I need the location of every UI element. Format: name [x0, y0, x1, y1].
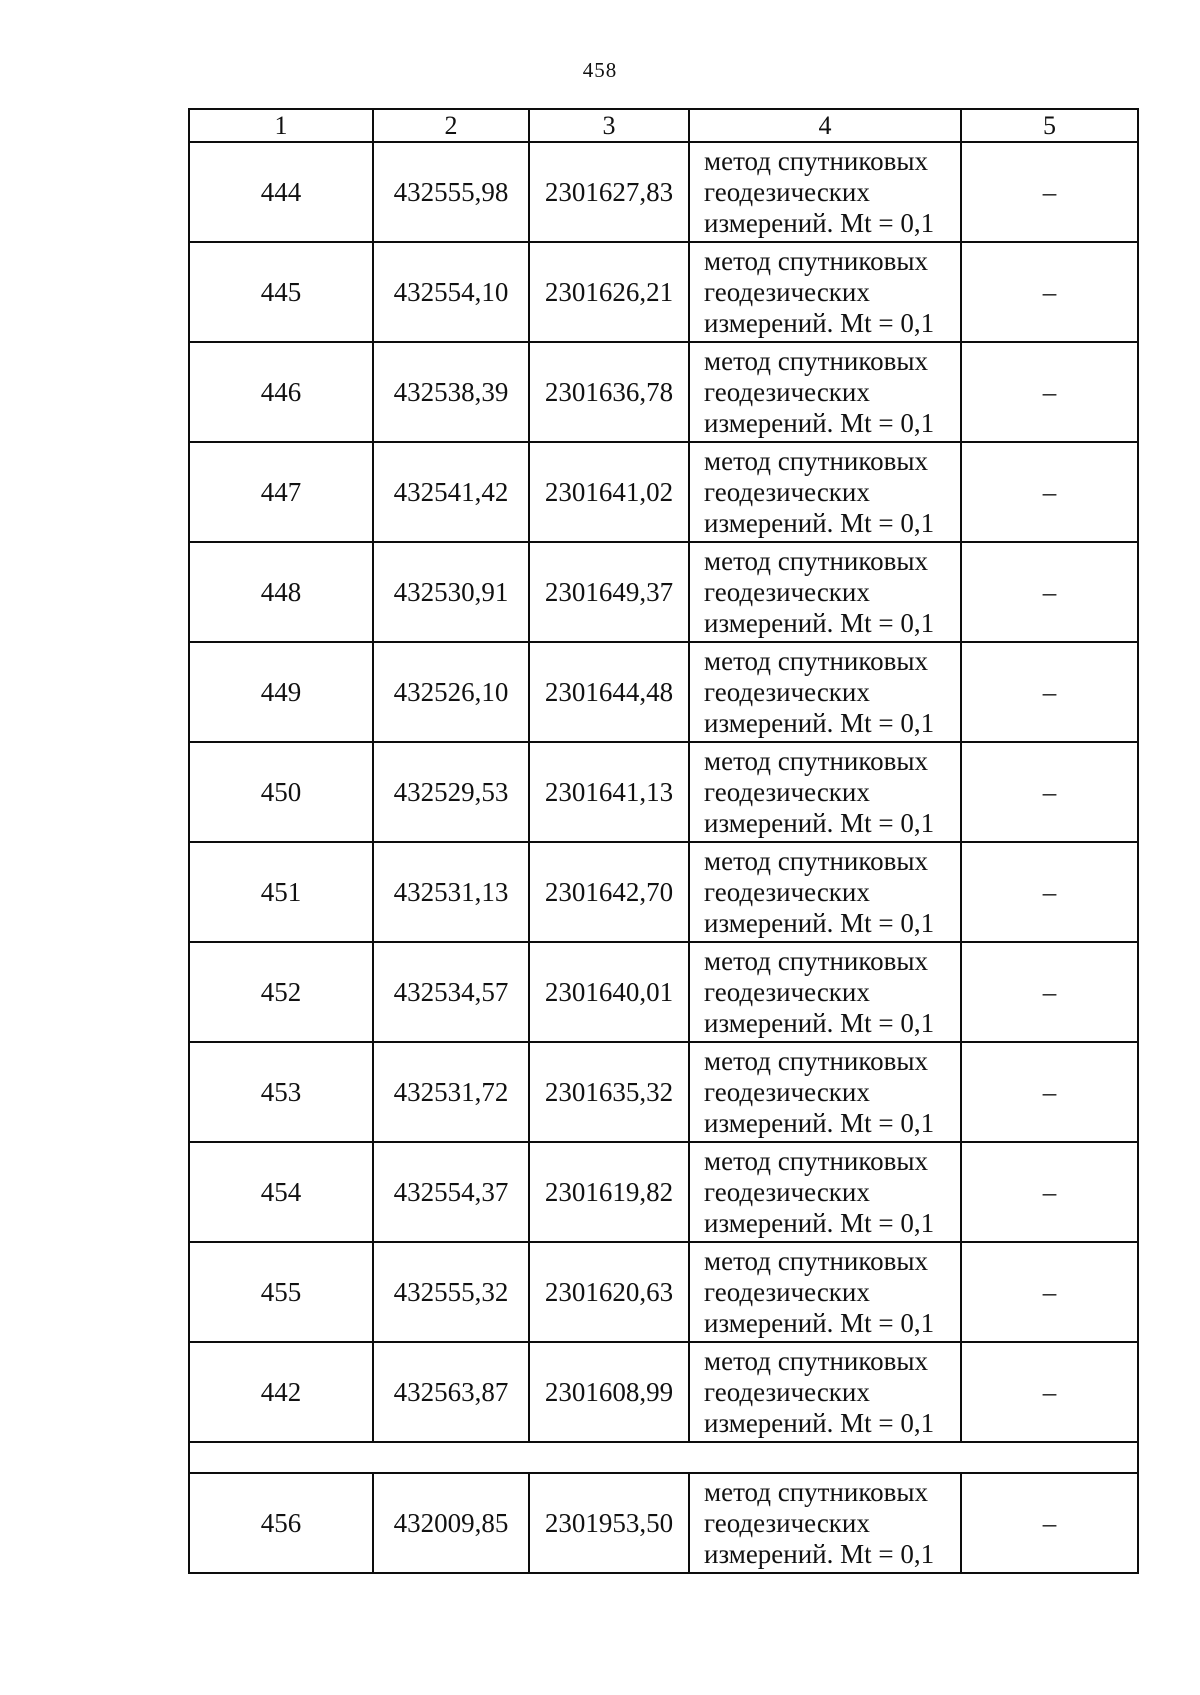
table-row-point-449 [189, 642, 1138, 742]
column-header-3: 3 [529, 109, 689, 142]
cell-point-number: 451 [189, 842, 373, 942]
column-header-1: 1 [189, 109, 373, 142]
cell-point-number: 445 [189, 242, 373, 342]
cell-coordinate-y: 2301642,70 [529, 842, 689, 942]
cell-coordinate-y: 2301635,32 [529, 1042, 689, 1142]
table-header-row [189, 109, 1138, 142]
cell-method: метод спутниковых геодезических измерений. Mt = 0,1 [689, 242, 961, 342]
cell-note: – [961, 142, 1138, 242]
cell-note: – [961, 242, 1138, 342]
table-row-point-446 [189, 342, 1138, 442]
cell-method: метод спутниковых геодезических измерений. Mt = 0,1 [689, 1142, 961, 1242]
table-row-point-448 [189, 542, 1138, 642]
cell-note: – [961, 1342, 1138, 1442]
cell-method: метод спутниковых геодезических измерений. Mt = 0,1 [689, 642, 961, 742]
table-row-point-447 [189, 442, 1138, 542]
table-row-point-445 [189, 242, 1138, 342]
table-row-point-455 [189, 1242, 1138, 1342]
cell-coordinate-y: 2301640,01 [529, 942, 689, 1042]
cell-note: – [961, 442, 1138, 542]
cell-point-number: 454 [189, 1142, 373, 1242]
cell-method: метод спутниковых геодезических измерений. Mt = 0,1 [689, 942, 961, 1042]
cell-coordinate-y: 2301620,63 [529, 1242, 689, 1342]
cell-coordinate-y: 2301641,02 [529, 442, 689, 542]
cell-coordinate-x: 432541,42 [373, 442, 529, 542]
cell-note: – [961, 842, 1138, 942]
cell-point-number: 455 [189, 1242, 373, 1342]
cell-point-number: 453 [189, 1042, 373, 1142]
cell-note: – [961, 1242, 1138, 1342]
cell-method: метод спутниковых геодезических измерений. Mt = 0,1 [689, 142, 961, 242]
cell-note: – [961, 1042, 1138, 1142]
cell-coordinate-x: 432555,98 [373, 142, 529, 242]
cell-coordinate-x: 432555,32 [373, 1242, 529, 1342]
cell-note: – [961, 642, 1138, 742]
column-header-4: 4 [689, 109, 961, 142]
table-row-point-450 [189, 742, 1138, 842]
table-row-point-454 [189, 1142, 1138, 1242]
cell-coordinate-x: 432538,39 [373, 342, 529, 442]
cell-method: метод спутниковых геодезических измерений. Mt = 0,1 [689, 1342, 961, 1442]
cell-point-number: 449 [189, 642, 373, 742]
cell-coordinate-y: 2301649,37 [529, 542, 689, 642]
separator-row [189, 1442, 1138, 1473]
cell-point-number: 448 [189, 542, 373, 642]
cell-method: метод спутниковых геодезических измерений. Mt = 0,1 [689, 542, 961, 642]
cell-coordinate-y: 2301608,99 [529, 1342, 689, 1442]
separator-cell [189, 1442, 1138, 1473]
cell-point-number: 456 [189, 1473, 373, 1573]
cell-note: – [961, 342, 1138, 442]
cell-coordinate-y: 2301641,13 [529, 742, 689, 842]
cell-method: метод спутниковых геодезических измерений. Mt = 0,1 [689, 1473, 961, 1573]
cell-coordinate-x: 432554,37 [373, 1142, 529, 1242]
cell-coordinate-x: 432531,13 [373, 842, 529, 942]
cell-point-number: 452 [189, 942, 373, 1042]
cell-method: метод спутниковых геодезических измерений. Mt = 0,1 [689, 442, 961, 542]
table-row-point-452 [189, 942, 1138, 1042]
table-row-point-442 [189, 1342, 1138, 1442]
cell-coordinate-y: 2301627,83 [529, 142, 689, 242]
cell-note: – [961, 1473, 1138, 1573]
cell-point-number: 442 [189, 1342, 373, 1442]
cell-coordinate-y: 2301953,50 [529, 1473, 689, 1573]
cell-method: метод спутниковых геодезических измерений. Mt = 0,1 [689, 842, 961, 942]
column-header-5: 5 [961, 109, 1138, 142]
table-row-point-456 [189, 1473, 1138, 1573]
cell-coordinate-y: 2301619,82 [529, 1142, 689, 1242]
cell-coordinate-y: 2301644,48 [529, 642, 689, 742]
cell-method: метод спутниковых геодезических измерений. Mt = 0,1 [689, 1042, 961, 1142]
cell-method: метод спутниковых геодезических измерений. Mt = 0,1 [689, 342, 961, 442]
table-row-point-453 [189, 1042, 1138, 1142]
cell-method: метод спутниковых геодезических измерений. Mt = 0,1 [689, 742, 961, 842]
cell-note: – [961, 742, 1138, 842]
cell-coordinate-x: 432531,72 [373, 1042, 529, 1142]
cell-method: метод спутниковых геодезических измерений. Mt = 0,1 [689, 1242, 961, 1342]
cell-coordinate-x: 432529,53 [373, 742, 529, 842]
cell-point-number: 450 [189, 742, 373, 842]
cell-coordinate-y: 2301626,21 [529, 242, 689, 342]
cell-coordinate-x: 432534,57 [373, 942, 529, 1042]
cell-note: – [961, 542, 1138, 642]
cell-coordinate-x: 432526,10 [373, 642, 529, 742]
cell-coordinate-y: 2301636,78 [529, 342, 689, 442]
cell-point-number: 444 [189, 142, 373, 242]
cell-point-number: 447 [189, 442, 373, 542]
cell-coordinate-x: 432563,87 [373, 1342, 529, 1442]
coordinates-table [188, 108, 1139, 1574]
cell-coordinate-x: 432530,91 [373, 542, 529, 642]
cell-coordinate-x: 432009,85 [373, 1473, 529, 1573]
page-number: 458 [582, 58, 618, 82]
cell-coordinate-x: 432554,10 [373, 242, 529, 342]
column-header-2: 2 [373, 109, 529, 142]
table-row-point-444 [189, 142, 1138, 242]
cell-point-number: 446 [189, 342, 373, 442]
cell-note: – [961, 1142, 1138, 1242]
table-row-point-451 [189, 842, 1138, 942]
cell-note: – [961, 942, 1138, 1042]
